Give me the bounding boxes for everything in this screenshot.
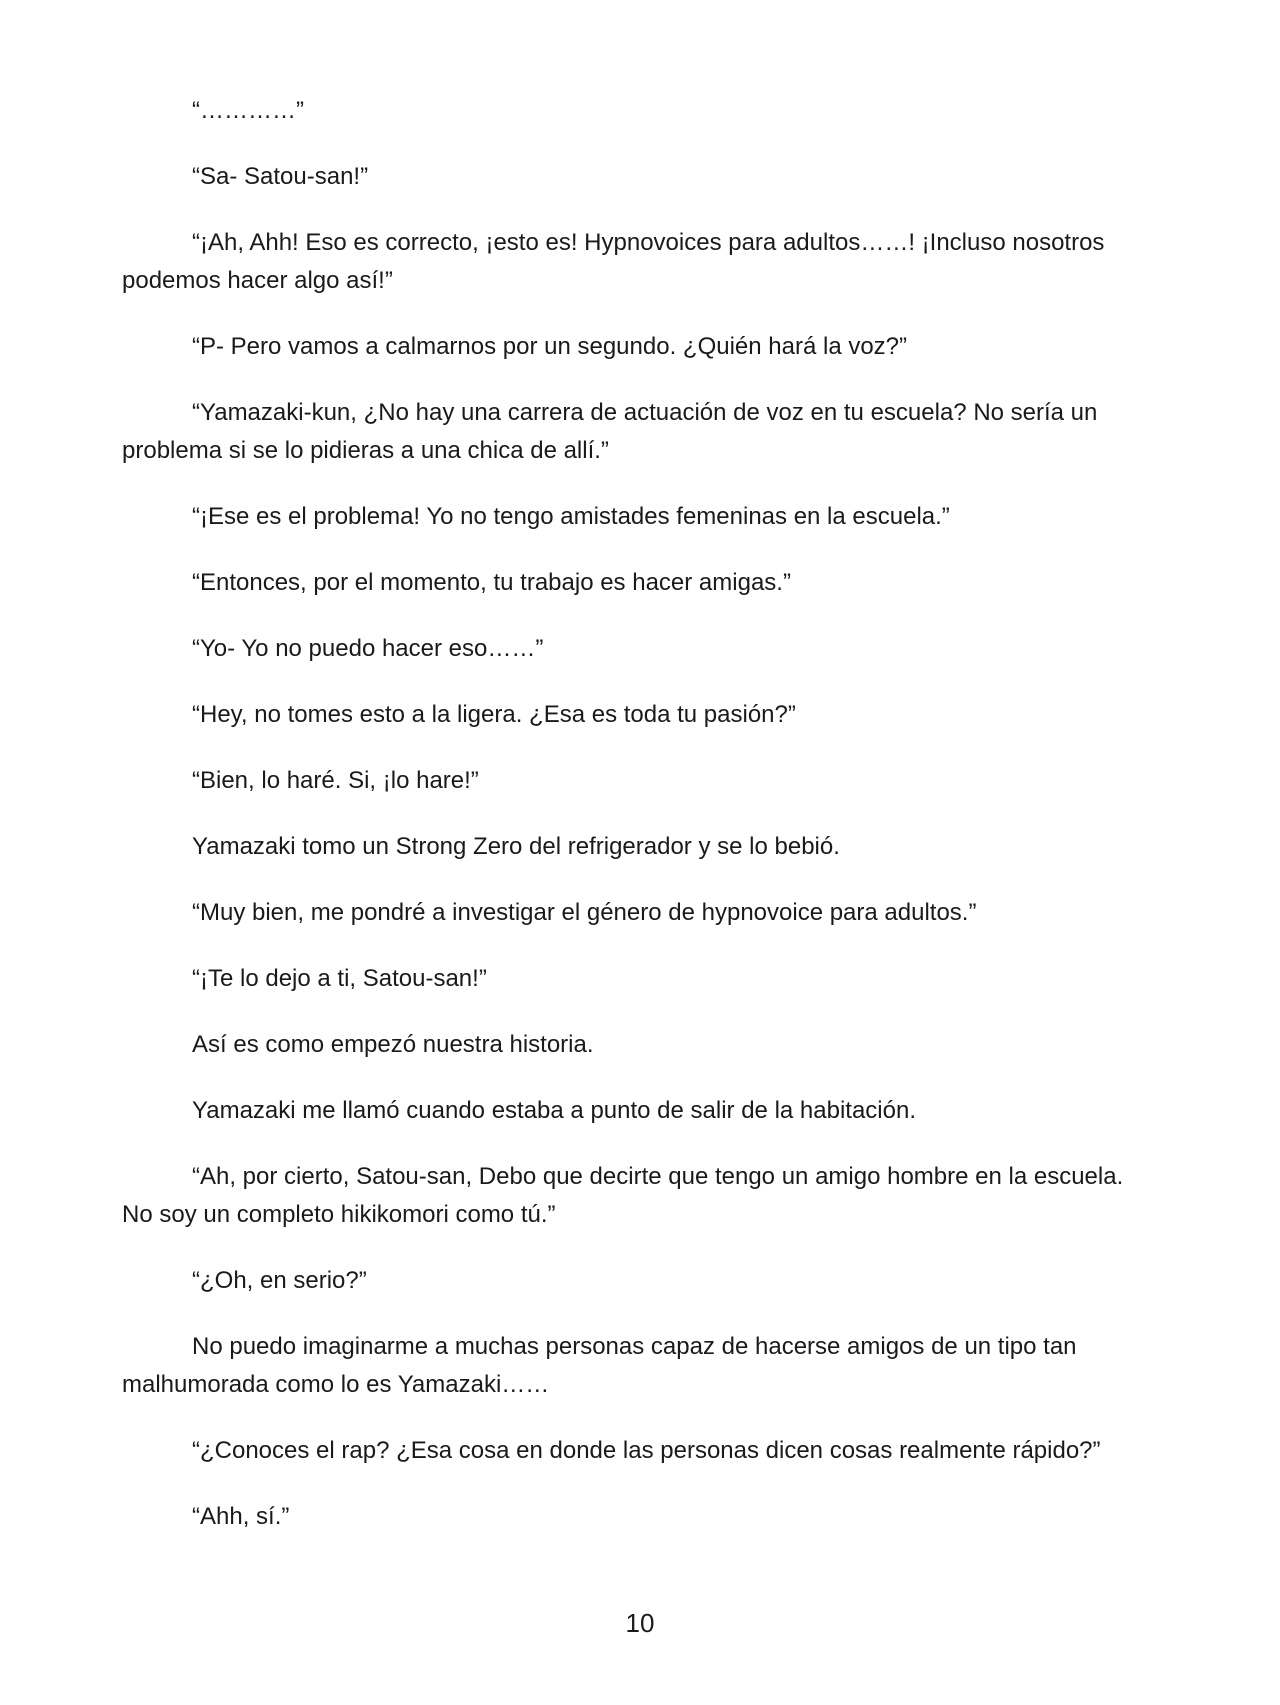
page-number: 10 <box>625 1608 655 1638</box>
paragraph: “Ah, por cierto, Satou-san, Debo que decirte que tengo un amigo hombre en la escuela. No soy un completo hikikomori como tú.” <box>122 1163 1124 1228</box>
paragraph: “¿Conoces el rap? ¿Esa cosa en donde las personas dicen cosas realmente rápido?” <box>192 1437 1101 1464</box>
body-text <box>122 92 1152 1564</box>
paragraph: Yamazaki me llamó cuando estaba a punto de salir de la habitación. <box>192 1097 916 1124</box>
paragraph: “¿Oh, en serio?” <box>192 1267 367 1294</box>
paragraph: “Bien, lo haré. Si, ¡lo hare!” <box>192 767 479 794</box>
paragraph: “Sa- Satou-san!” <box>192 163 369 190</box>
paragraph: “¡Ese es el problema! Yo no tengo amistades femeninas en la escuela.” <box>192 503 950 530</box>
paragraph: “P- Pero vamos a calmarnos por un segundo. ¿Quién hará la voz?” <box>192 333 908 360</box>
paragraph: “¡Ah, Ahh! Eso es correcto, ¡esto es! Hypnovoices para adultos……! ¡Incluso nosotros podemos hacer algo así!” <box>122 229 1105 294</box>
paragraph: “Entonces, por el momento, tu trabajo es hacer amigas.” <box>192 569 791 596</box>
paragraph: No puedo imaginarme a muchas personas capaz de hacerse amigos de un tipo tan malhumorada como lo es Yamazaki…… <box>122 1333 1077 1398</box>
paragraph: “Hey, no tomes esto a la ligera. ¿Esa es toda tu pasión?” <box>192 701 796 728</box>
paragraph: “Ahh, sí.” <box>192 1503 290 1530</box>
paragraph: Así es como empezó nuestra historia. <box>192 1031 594 1058</box>
paragraph: “¡Te lo dejo a ti, Satou-san!” <box>192 965 487 992</box>
paragraph: “…………” <box>192 97 304 124</box>
paragraph: “Yo- Yo no puedo hacer eso……” <box>192 635 544 662</box>
paragraph: “Muy bien, me pondré a investigar el género de hypnovoice para adultos.” <box>192 899 977 926</box>
paragraph: “Yamazaki-kun, ¿No hay una carrera de actuación de voz en tu escuela? No sería un problema si se lo pidieras a una chica de allí.” <box>122 399 1098 464</box>
paragraph: Yamazaki tomo un Strong Zero del refrigerador y se lo bebió. <box>192 833 840 860</box>
